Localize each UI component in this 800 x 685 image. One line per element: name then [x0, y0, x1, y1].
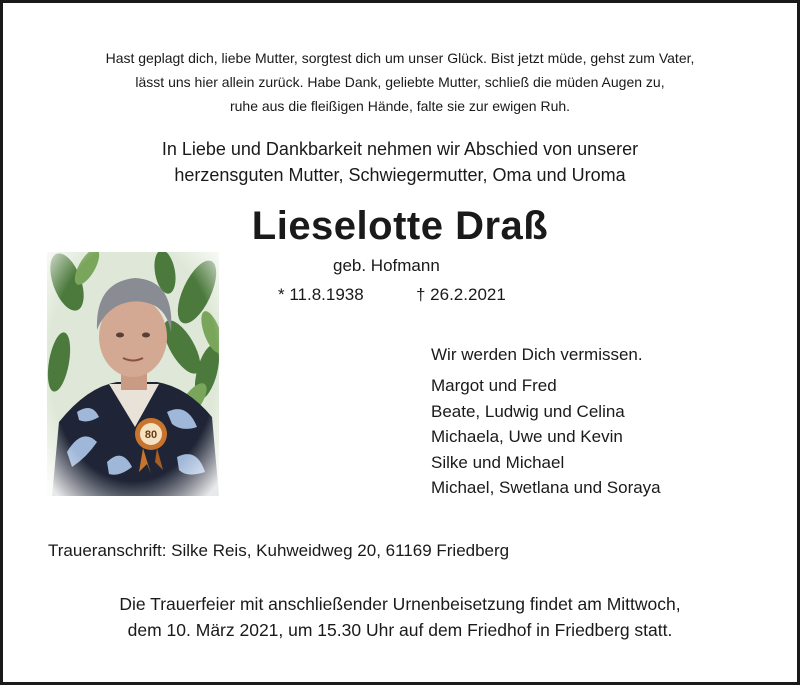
mourners-heading: Wir werden Dich vermissen. [431, 345, 643, 364]
service-line-1: Die Trauerfeier mit anschließender Urnenbeisetzung findet am Mittwoch, [119, 594, 681, 614]
funeral-service-info [3, 591, 797, 643]
deceased-name: Lieselotte Draß [251, 204, 549, 248]
maiden-name: geb. Hofmann [333, 256, 440, 275]
intro-line-2: herzensguten Mutter, Schwiegermutter, Oma und Uroma [174, 165, 626, 185]
poem [3, 46, 797, 118]
mourner-name: Beate, Ludwig und Celina [431, 401, 625, 421]
portrait-illustration [47, 252, 219, 496]
mourner-name: Margot und Fred [431, 376, 557, 395]
poem-line-1: Hast geplagt dich, liebe Mutter, sorgtest dich um unser Glück. Bist jetzt müde, gehst zum Vater, [105, 50, 695, 66]
intro-line-1: In Liebe und Dankbarkeit nehmen wir Abschied von unserer [161, 139, 639, 159]
birth-date: * 11.8.1938 [278, 285, 364, 304]
poem-line-2: lässt uns hier allein zurück. Habe Dank, geliebte Mutter, schließ die müden Augen zu, [135, 74, 665, 90]
death-date: † 26.2.2021 [416, 285, 506, 304]
mourner-name: Michaela, Uwe und Kevin [431, 427, 623, 446]
mourner-name: Silke und Michael [431, 452, 565, 472]
poem-line-3: ruhe aus die fleißigen Hände, falte sie zur ewigen Ruh. [229, 98, 571, 114]
mourner-name: Michael, Swetlana und Soraya [431, 478, 661, 497]
portrait-photo [47, 252, 219, 496]
service-line-2: dem 10. März 2021, um 15.30 Uhr auf dem Friedhof in Friedberg statt. [127, 620, 673, 640]
mourners-list [431, 373, 661, 501]
intro-text [3, 136, 797, 188]
mourning-address: Traueranschrift: Silke Reis, Kuhweidweg 20, 61169 Friedberg [48, 541, 510, 560]
